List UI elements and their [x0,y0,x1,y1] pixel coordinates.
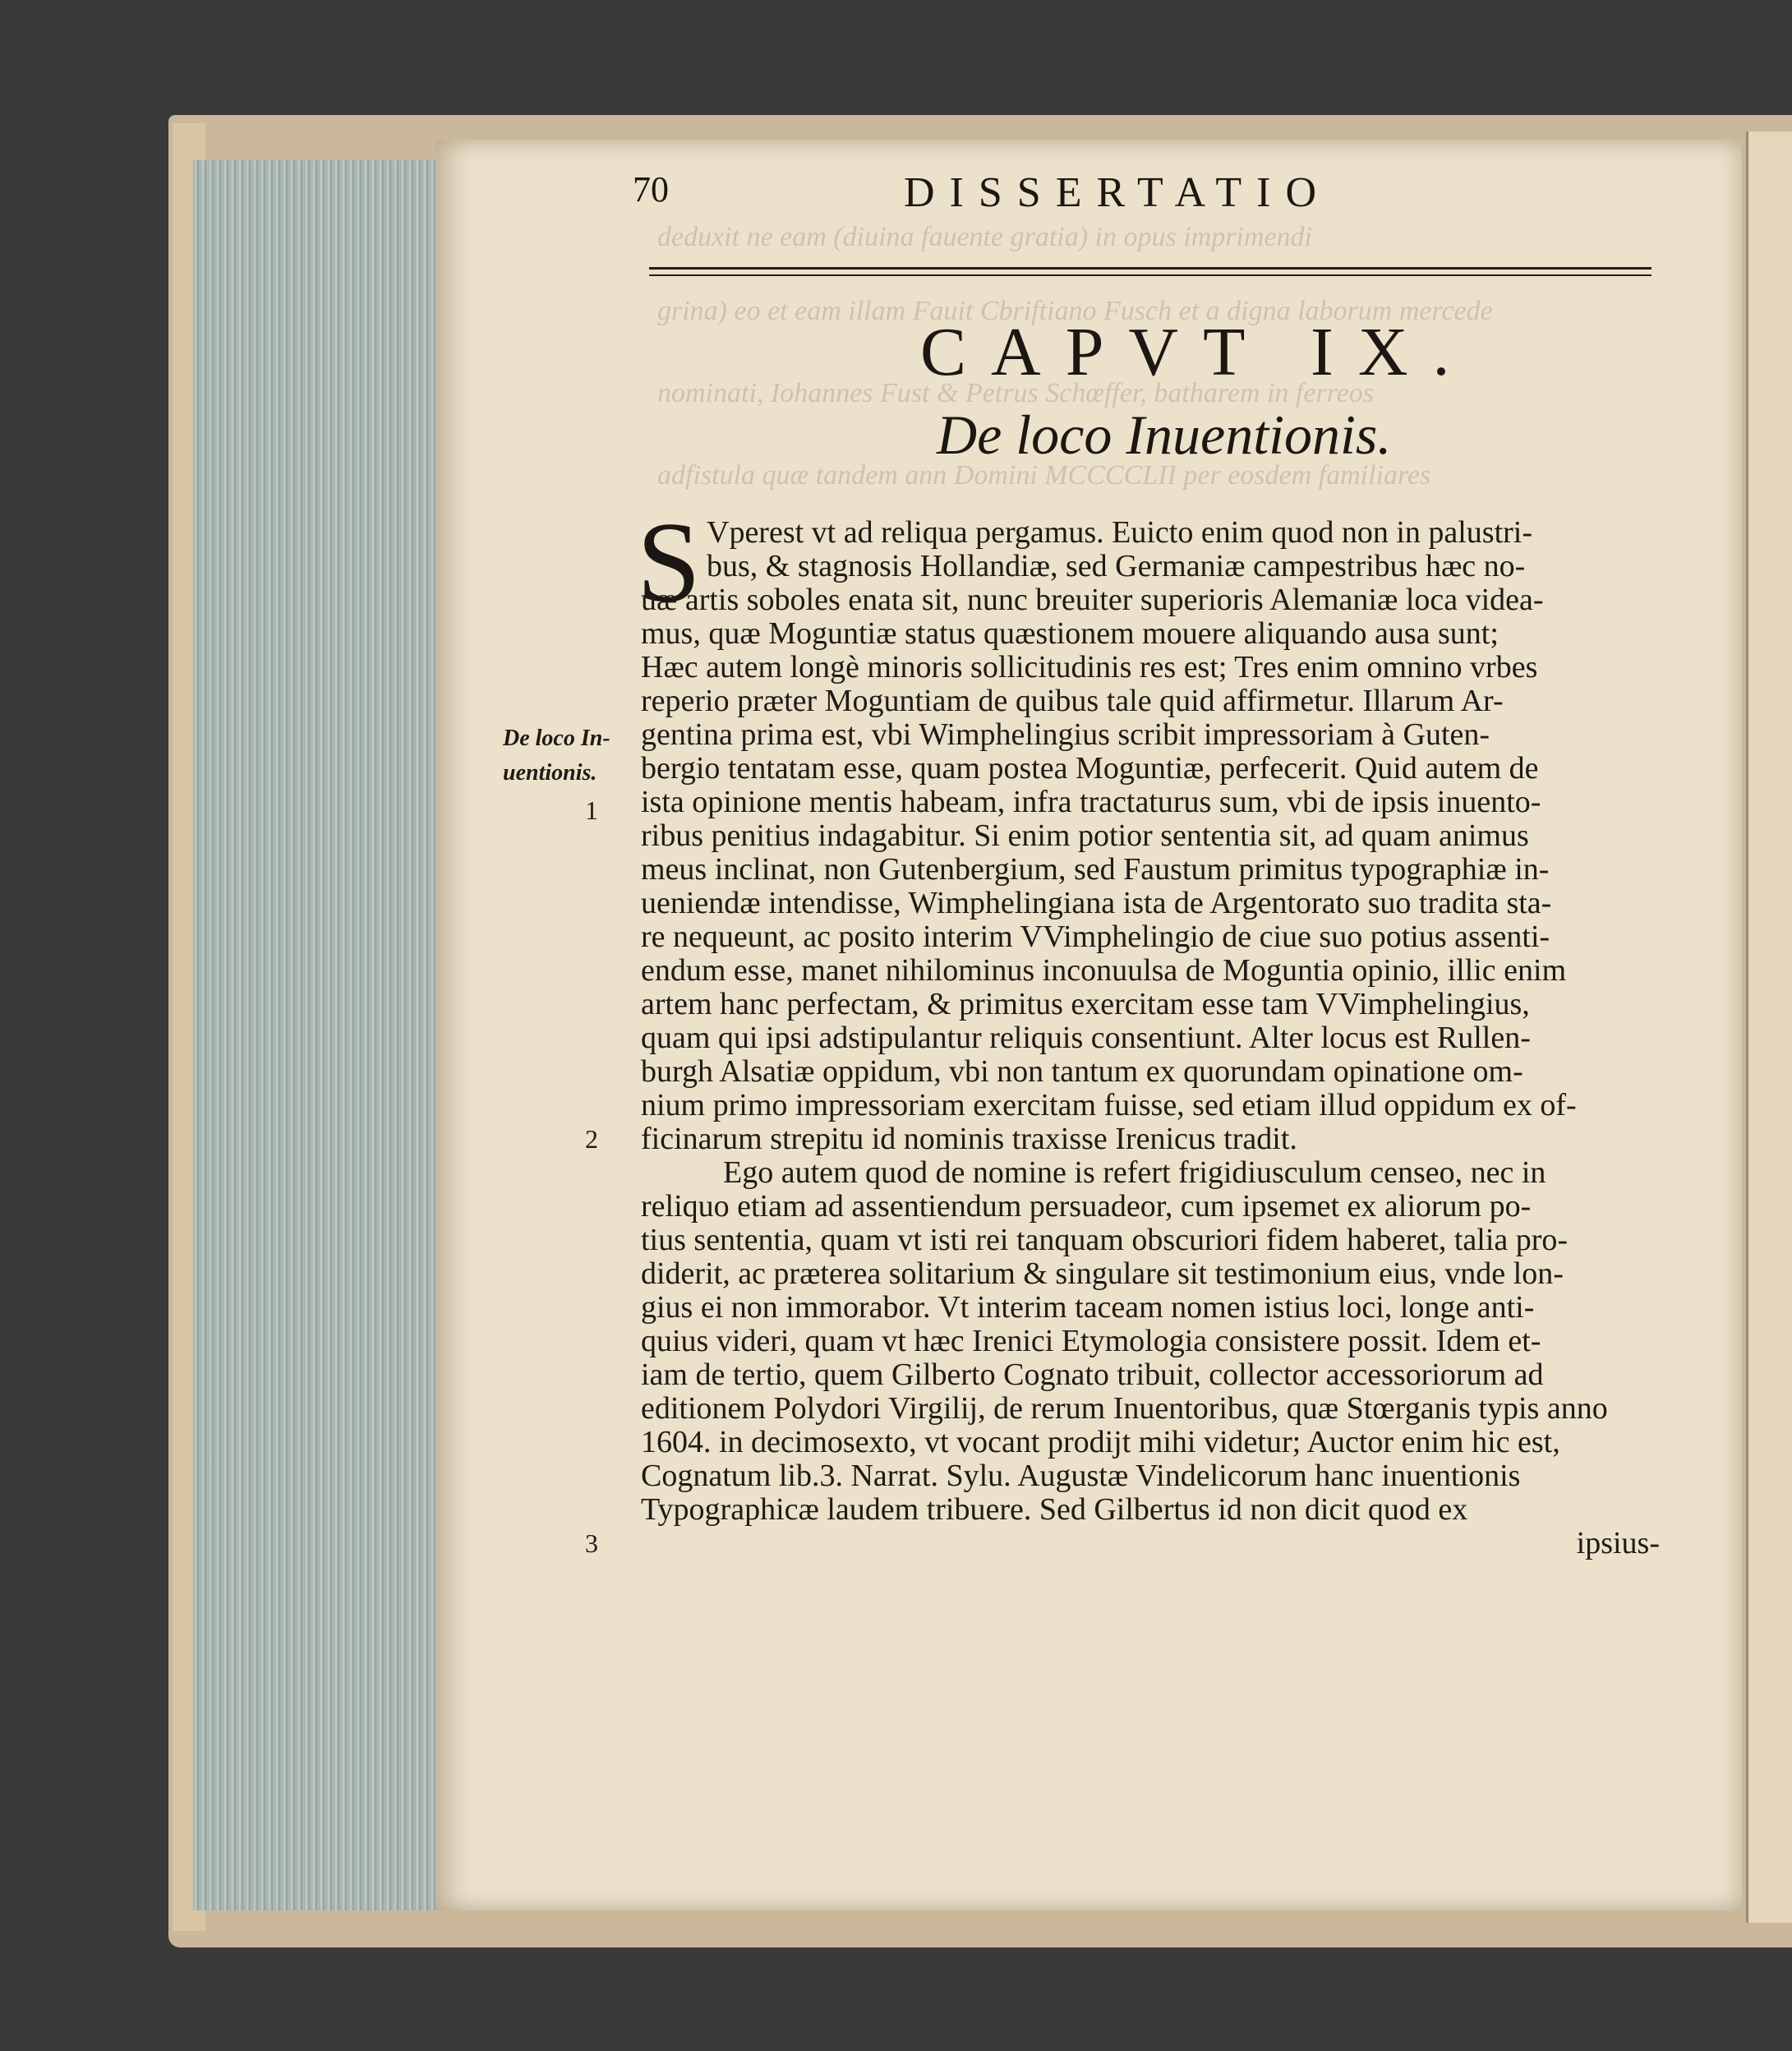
bleed-through-line: nominati, Iohannes Fust & Petrus Schœffer, batharem in ferreos [657,378,1374,408]
running-title: DISSERTATIO [904,169,1332,216]
bleed-through-line: adfistula quæ tandem ann Domini MCCCCLII per eosdem familiares [657,460,1431,491]
text-line: bus, & stagnosis Hollandiæ, sed Germaniæ campestribus hæc no- [707,550,1526,583]
text-line: nium primo impressoriam exercitam fuisse, sed etiam illud oppidum ex of- [641,1089,1577,1122]
page-number: 70 [633,169,669,210]
bleed-through-line: deduxit ne eam (diuina fauente gratia) in opus imprimendi [657,222,1312,252]
text-line: iam de tertio, quem Gilberto Cognato tribuit, collector accessoriorum ad [641,1358,1544,1392]
drop-cap: S [637,499,701,626]
margin-note-line: De loco In- [503,726,610,751]
text-line: bergio tentatam esse, quam postea Moguntiæ, perfecerit. Quid autem de [641,752,1539,786]
text-line: ueniendæ intendisse, Wimphelingiana ista de Argentorato suo tradita sta- [641,887,1552,920]
text-line: endum esse, manet nihilominus inconuulsa de Moguntia opinio, illic enim [641,954,1567,988]
text-line: burgh Alsatiæ oppidum, vbi non tantum ex quorundam opinatione om- [641,1055,1523,1089]
text-line: 1604. in decimosexto, vt vocant prodijt mihi videtur; Auctor enim hic est, [641,1426,1560,1459]
text-line: Vperest vt ad reliqua pergamus. Euicto enim quod non in palustri- [707,516,1533,550]
text-line: re nequeunt, ac posito interim VVimphelingio de ciue suo potius assenti- [641,920,1550,954]
text-line: gius ei non immorabor. Vt interim taceam nomen istius loci, longe anti- [641,1291,1535,1325]
text-line: Hæc autem longè minoris sollicitudinis res est; Tres enim omnino vrbes [641,651,1538,684]
facing-page-edge [1746,131,1792,1923]
text-line: quam qui ipsi adstipulantur reliquis consentiunt. Alter locus est Rullen- [641,1021,1531,1055]
margin-number: 2 [585,1124,598,1154]
text-line: quius videri, quam vt hæc Irenici Etymologia consistere possit. Idem et- [641,1325,1541,1358]
catchword: ipsius- [1576,1527,1660,1560]
text-line: ribus penitius indagabitur. Si enim potior sententia sit, ad quam animus [641,819,1529,853]
text-line: gentina prima est, vbi Wimphelingius scribit impressoriam à Guten- [641,718,1490,752]
text-line: mus, quæ Moguntiæ status quæstionem mouere aliquando ausa sunt; [641,617,1499,651]
text-line: ista opinione mentis habeam, infra tractaturus sum, vbi de ipsis inuento- [641,786,1541,819]
text-line: tius sententia, quam vt isti rei tanquam obscuriori fidem haberet, talia pro- [641,1224,1569,1257]
page-edges [193,160,447,1910]
text-line: Typographicæ laudem tribuere. Sed Gilbertus id non dicit quod ex [641,1493,1468,1527]
text-line: meus inclinat, non Gutenbergium, sed Faustum primitus typographiæ in- [641,853,1550,887]
body-text [641,516,1660,1560]
margin-number: 1 [585,795,598,825]
text-line: editionem Polydori Virgilij, de rerum Inuentoribus, quæ Stœrganis typis anno [641,1392,1608,1426]
header-rule [649,267,1651,276]
text-line: Ego autem quod de nomine is refert frigidiusculum censeo, nec in [723,1156,1546,1190]
bleed-through-line: grina) eo et eam illam Fauit Cbriftiano Fusch et a digna laborum mercede [657,296,1493,326]
section-title: De loco Inuentionis. [937,403,1392,466]
margin-note-line: uentionis. [503,760,597,786]
margin-number: 3 [585,1528,598,1558]
text-line: diderit, ac præterea solitarium & singulare sit testimonium eius, vnde lon- [641,1257,1564,1291]
text-line: artem hanc perfectam, & primitus exercitam esse tam VVimphelingius, [641,988,1530,1021]
page-header [633,168,1668,218]
text-line: ficinarum strepitu id nominis traxisse Irenicus tradit. [641,1122,1297,1156]
text-line: Cognatum lib.3. Narrat. Sylu. Augustæ Vindelicorum hanc inuentionis [641,1459,1521,1493]
text-line: reliquo etiam ad assentiendum persuadeor, cum ipsemet ex aliorum po- [641,1190,1532,1224]
text-line: reperio præter Moguntiam de quibus tale quid affirmetur. Illarum Ar- [641,684,1504,718]
text-line: uæ artis soboles enata sit, nunc breuiter superioris Alemaniæ loca videa- [641,583,1544,617]
chapter-heading: CAPVT IX. [920,314,1475,390]
